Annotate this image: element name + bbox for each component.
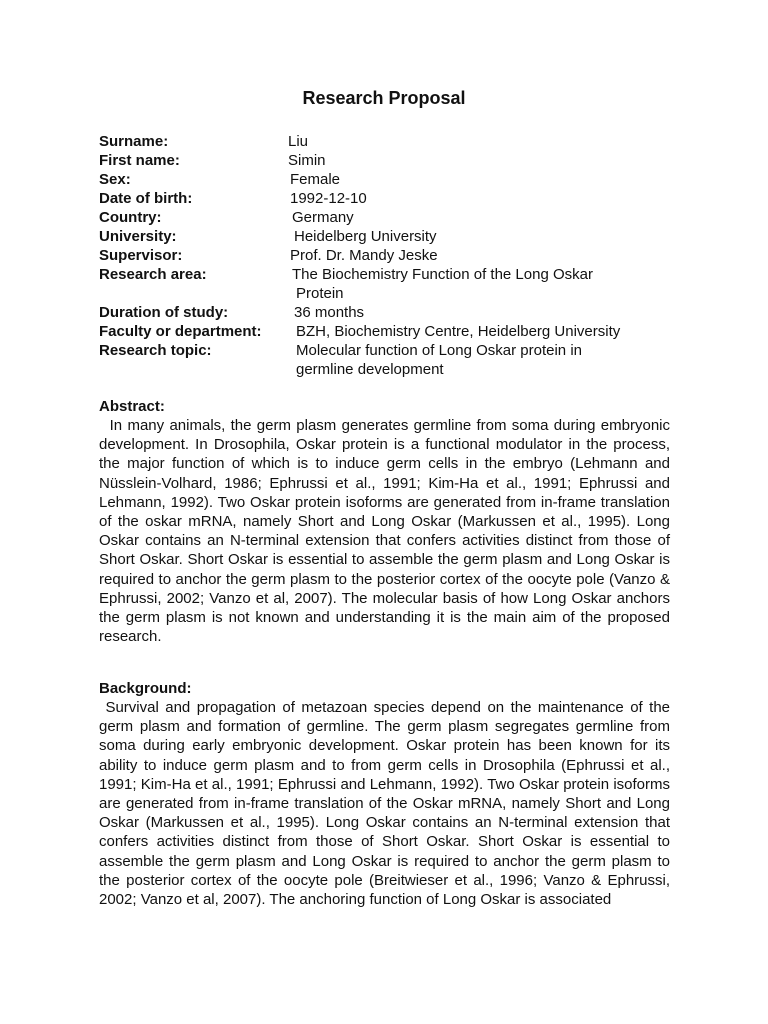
background-heading: Background: — [99, 680, 192, 697]
info-value: Simin — [288, 152, 326, 169]
info-label — [99, 284, 288, 303]
abstract-text: In many animals, the germ plasm generates germline from soma during embryonic development. In Drosophila, Oskar protein is a functional modulator in the process, the major function of which is to induce germ cells in the embryo (Lehmann and Nüsslein-Volhard, 1986; Ephrussi et al., 1991; Kim-Ha et al., 1991; Ephrussi and Lehmann, 1992). Two Oskar protein isoforms are generated from in-frame translation of the oskar mRNA, namely Short and Long Oskar (Markussen et al., 1995). Long Oskar contains an N-terminal extension that confers activities distinct from those of Short Oskar. Short Oskar is essential to assemble the germ plasm and Long Oskar is required to anchor the germ plasm to the posterior cortex of the oocyte pole (Vanzo & Ephrussi, 2002; Vanzo et al, 2007). The molecular basis of how Long Oskar anchors the germ plasm is not known and understanding it is the main aim of the proposed research. — [99, 417, 675, 646]
info-value: germline development — [296, 361, 444, 378]
info-row-research-topic — [99, 341, 679, 360]
info-value: Prof. Dr. Mandy Jeske — [290, 247, 438, 264]
info-row-duration — [99, 303, 679, 322]
info-row-country — [99, 208, 679, 227]
info-label: Research topic: — [99, 342, 212, 359]
info-row-first-name — [99, 151, 679, 170]
abstract-heading: Abstract: — [99, 398, 165, 415]
info-value: Heidelberg University — [294, 228, 437, 245]
info-label: Research area: — [99, 266, 207, 283]
info-row-research-area-cont — [99, 284, 679, 303]
info-row-faculty — [99, 322, 679, 341]
info-label: Supervisor: — [99, 247, 183, 264]
info-row-research-topic-cont — [99, 360, 679, 379]
info-row-sex — [99, 170, 679, 189]
info-label: Country: — [99, 209, 162, 226]
info-label — [99, 360, 288, 379]
info-value: Molecular function of Long Oskar protein in — [296, 342, 582, 359]
info-label: Duration of study: — [99, 304, 229, 321]
info-row-surname — [99, 132, 679, 151]
info-label: Date of birth: — [99, 190, 193, 207]
info-label: Surname: — [99, 133, 169, 150]
applicant-info — [99, 132, 679, 379]
background-text: Survival and propagation of metazoan species depend on the maintenance of the germ plasm and formation of germline. The germ plasm segregates germline from soma during early embryonic development. Oskar protein has been known for its ability to induce germ plasm and to from germ cells in Drosophila (Ephrussi et al., 1991; Kim-Ha et al., 1991; Ephrussi and Lehmann, 1992). Two Oskar protein isoforms are generated from in-frame translation of the Oskar mRNA, namely Short and Long Oskar (Markussen et al., 1995). Long Oskar contains an N-terminal extension that confers activities distinct from those of Short Oskar. Short Oskar is essential to assemble the germ plasm and Long Oskar is required to anchor the germ plasm to the posterior cortex of the oocyte pole (Breitwieser et al., 1996; Vanzo & Ephrussi, 2002; Vanzo et al, 2007). The anchoring function of Long Oskar is associated — [99, 699, 675, 909]
info-value: Protein — [296, 285, 344, 302]
info-value: BZH, Biochemistry Centre, Heidelberg University — [296, 323, 621, 340]
info-label: First name: — [99, 152, 180, 169]
document-title: Research Proposal — [302, 88, 466, 108]
info-value: 1992-12-10 — [290, 190, 367, 207]
info-row-university — [99, 227, 679, 246]
info-value: Liu — [288, 133, 309, 150]
info-row-supervisor — [99, 246, 679, 265]
info-value: Germany — [292, 209, 354, 226]
info-row-date-of-birth — [99, 189, 679, 208]
info-label: Sex: — [99, 171, 131, 188]
info-label: University: — [99, 228, 177, 245]
info-value: The Biochemistry Function of the Long Oskar — [292, 266, 593, 283]
info-value: 36 months — [294, 304, 365, 321]
info-row-research-area — [99, 265, 679, 284]
info-label: Faculty or department: — [99, 323, 262, 340]
info-value: Female — [290, 171, 341, 188]
